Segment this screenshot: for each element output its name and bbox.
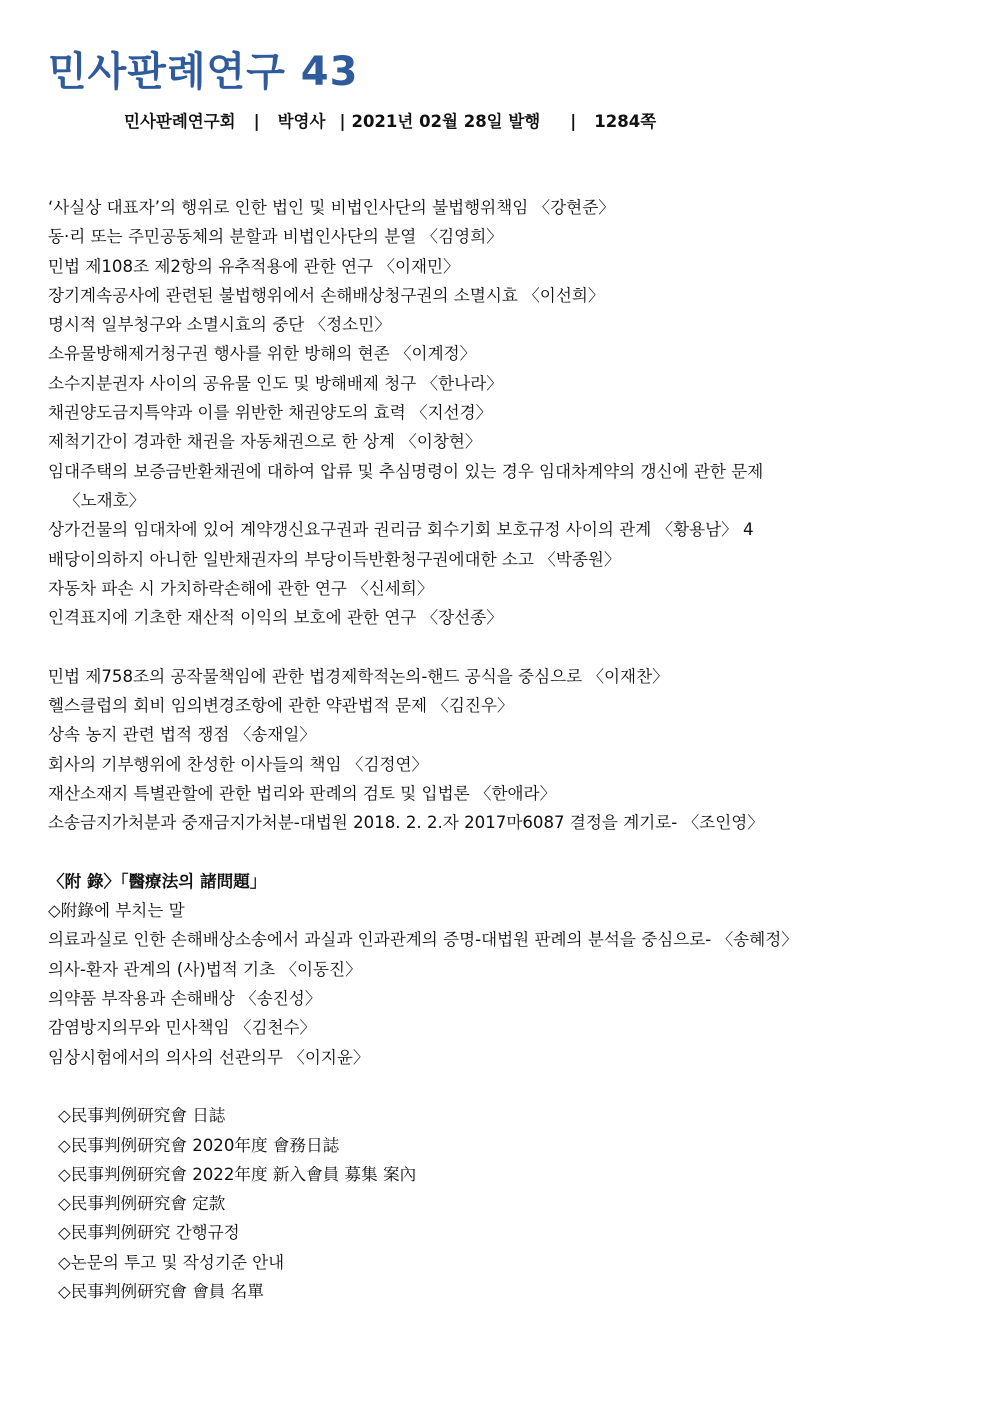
list-item: 동·리 또는 주민공동체의 분할과 비법인사단의 분열 〈김영희〉 — [48, 227, 503, 247]
list-item: 자동차 파손 시 가치하락손해에 관한 연구 〈신세희〉 — [48, 578, 434, 598]
list-item-continuation: 〈노재호〉 — [64, 490, 146, 510]
list-item: 장기계속공사에 관련된 불법행위에서 손해배상청구권의 소멸시효 〈이선희〉 — [48, 285, 605, 305]
list-item: 임상시험에서의 의사의 선관의무 〈이지윤〉 — [48, 1047, 370, 1067]
list-item: 민법 제758조의 공작물책임에 관한 법경제학적논의-핸드 공식을 중심으로 〈이재찬〉 — [48, 666, 669, 686]
list-item: ◇附錄에 부치는 말 — [48, 901, 185, 921]
list-item: 배당이의하지 아니한 일반채권자의 부당이득반환청구권에대한 소고 〈박종원〉 — [48, 549, 621, 569]
list-item: 임대주택의 보증금반환채권에 대하여 압류 및 추심명령이 있는 경우 임대차계약의 갱신에 관한 문제 — [48, 461, 764, 481]
list-item: ◇民事判例研究會 會員 名單 — [58, 1281, 264, 1301]
list-item: ◇民事判例研究會 日誌 — [58, 1106, 226, 1126]
list-item: 재산소재지 특별관할에 관한 법리와 판례의 검토 및 입법론 〈한애라〉 — [48, 783, 557, 803]
list-item: ◇논문의 투고 및 작성기준 안내 — [58, 1252, 285, 1272]
separator: | — [570, 112, 577, 131]
list-item: 감염방지의무와 민사책임 〈김천수〉 — [48, 1018, 317, 1038]
list-item: 의사-환자 관계의 (사)법적 기초 〈이동진〉 — [48, 959, 362, 979]
list-item: 헬스클럽의 회비 임의변경조항에 관한 약관법적 문제 〈김진우〉 — [48, 696, 514, 716]
table-of-contents — [48, 193, 958, 1306]
appendix-heading: 〈附 錄〉「醫療法의 諸問題」 — [48, 871, 267, 891]
spacer — [48, 632, 958, 661]
list-item: 의료과실로 인한 손해배상소송에서 과실과 인과관계의 증명-대법원 판례의 분석을 중심으로- 〈송혜정〉 — [48, 930, 798, 950]
list-item: ◇民事判例研究 간행규정 — [58, 1223, 240, 1243]
list-item: 상가건물의 임대차에 있어 계약갱신요구권과 권리금 회수기회 보호규정 사이의 관계 〈황용남〉 4 — [48, 520, 754, 540]
list-item: 채권양도금지특약과 이를 위반한 채권양도의 효력 〈지선경〉 — [48, 403, 493, 423]
separator: | — [339, 112, 346, 131]
list-item: 소유물방해제거청구권 행사를 위한 방해의 현존 〈이계정〉 — [48, 344, 477, 364]
list-item: 소수지분권자 사이의 공유물 인도 및 방해배제 청구 〈한나라〉 — [48, 373, 503, 393]
page-count: 1284쪽 — [594, 112, 657, 131]
list-item: 회사의 기부행위에 찬성한 이사들의 책임 〈김정연〉 — [48, 754, 429, 774]
publisher: 박영사 — [277, 112, 326, 131]
spacer — [48, 838, 958, 867]
list-item: ◇民事判例研究會 定款 — [58, 1194, 226, 1214]
list-item: 인격표지에 기초한 재산적 이익의 보호에 관한 연구 〈장선종〉 — [48, 608, 503, 628]
publish-date: 2021년 02월 28일 발행 — [351, 112, 541, 131]
list-item: 민법 제108조 제2항의 유추적용에 관한 연구 〈이재민〉 — [48, 256, 460, 276]
publication-info — [124, 108, 656, 132]
list-item: ◇民事判例研究會 2022年度 新入會員 募集 案內 — [58, 1164, 417, 1184]
list-item: ◇民事判例研究會 2020年度 會務日誌 — [58, 1135, 340, 1155]
list-item: 상속 농지 관련 법적 쟁점 〈송재일〉 — [48, 725, 316, 745]
publisher-group: 민사판례연구회 — [124, 112, 236, 131]
list-item: 소송금지가처분과 중재금지가처분-대법원 2018. 2. 2.자 2017마6087 결정을 계기로- 〈조인영〉 — [48, 813, 764, 833]
list-item: ‘사실상 대표자’의 행위로 인한 법인 및 비법인사단의 불법행위책임 〈강현준〉 — [48, 198, 615, 217]
list-item: 명시적 일부청구와 소멸시효의 중단 〈정소민〉 — [48, 315, 391, 335]
list-item: 의약품 부작용과 손해배상 〈송진성〉 — [48, 989, 322, 1009]
page-title: 민사판례연구 43 — [48, 49, 359, 95]
list-item: 제척기간이 경과한 채권을 자동채권으로 한 상계 〈이창현〉 — [48, 432, 482, 452]
separator: | — [253, 112, 260, 131]
spacer — [48, 1072, 958, 1101]
